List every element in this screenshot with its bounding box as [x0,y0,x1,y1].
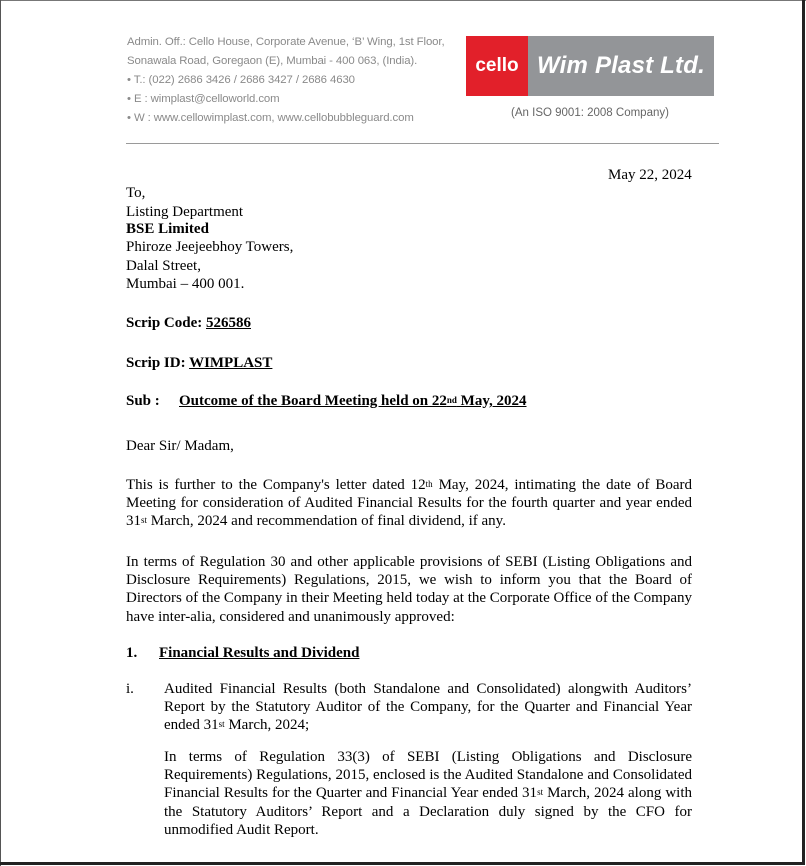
email-line: • E : wimplast@celloworld.com [127,93,280,105]
recipient-address-line: Dalal Street, [126,258,201,274]
para-text: March, 2024; [224,717,310,734]
logo-company-name: Wim Plast Ltd. [528,36,714,96]
para-text: March, 2024 along with the Statutory Auditors’ Report and a Declaration duly signed by the CFO for unmodified Audit Report. [164,785,692,838]
section-number: 1. [126,645,138,661]
scrip-code [126,314,251,332]
scrip-code-value: 526586 [206,315,251,331]
item-marker: i. [126,681,134,697]
logo-brand: cello [466,36,528,96]
para-text: In terms of Regulation 33(3) of SEBI (Listing Obligations and Disclosure Requirements) Regulations, 2015, enclosed is the Audited Standalone and Consolidated Financial Results for the Quarter and Financial Year ended 31 [164,749,692,802]
subject-text [179,392,527,410]
iso-note: (An ISO 9001: 2008 Company) [511,107,669,119]
recipient-company: BSE Limited [126,221,209,237]
letter-date: May 22, 2024 [608,167,692,183]
subject-text-part: Outcome of the Board Meeting held on 22 [179,393,447,409]
item-i-regulation-33 [164,748,692,839]
scrip-code-label: Scrip Code: [126,315,206,331]
subject-text-part: May, 2024 [456,393,527,409]
para-text: This is further to the Company's letter dated 12 [126,477,426,493]
para-text: May, 2024, intimating the date of Board Meeting for consideration of Audited Financial Results for the fourth quarter and year ended 31 [126,477,692,530]
para-text: March, 2024 and recommendation of final dividend, if any. [147,513,506,530]
recipient-address-line: Mumbai – 400 001. [126,276,245,292]
header-divider [126,143,719,144]
recipient-department: Listing Department [126,204,244,220]
scrip-id [126,354,272,372]
address-line: Admin. Off.: Cello House, Corporate Avenue, ‘B’ Wing, 1st Floor, [127,36,445,48]
para-sup: st [218,719,225,730]
item-i-text [164,680,692,735]
scrip-id-value: WIMPLAST [189,355,273,371]
company-logo [466,36,714,96]
paragraph-regulation-30: In terms of Regulation 30 and other applicable provisions of SEBI (Listing Obligations and Disclosure Requirements) Regulations, 2015, we wish to inform you that the Board of Directors of the Company in their Meeting held today at the Corporate Office of the Company have inter-alia, considered and unanimously approved: [126,554,692,625]
website-line: • W : www.cellowimplast.com, www.cellobubbleguard.com [127,112,414,124]
section-title: Financial Results and Dividend [159,645,360,661]
para-sup: st [141,515,148,526]
paragraph-intro [126,476,692,531]
salutation: Dear Sir/ Madam, [126,438,234,454]
scrip-id-label: Scrip ID: [126,355,190,371]
para-sup: th [425,479,433,489]
recipient-address-line: Phiroze Jeejeebhoy Towers, [126,239,294,255]
subject-label: Sub : [126,393,160,409]
phone-line: • T.: (022) 2686 3426 / 2686 3427 / 2686 4630 [127,74,355,86]
letterhead-address [127,33,447,128]
subject-sup: nd [446,395,457,405]
para-sup: st [537,787,544,798]
address-line: Sonawala Road, Goregaon (E), Mumbai - 400 063, (India). [127,55,418,67]
para-text: Audited Financial Results (both Standalone and Consolidated) alongwith Auditors’ Report by the Statutory Auditor of the Company, for the Quarter and Financial Year ended 31 [164,681,692,734]
recipient-to: To, [126,185,146,201]
